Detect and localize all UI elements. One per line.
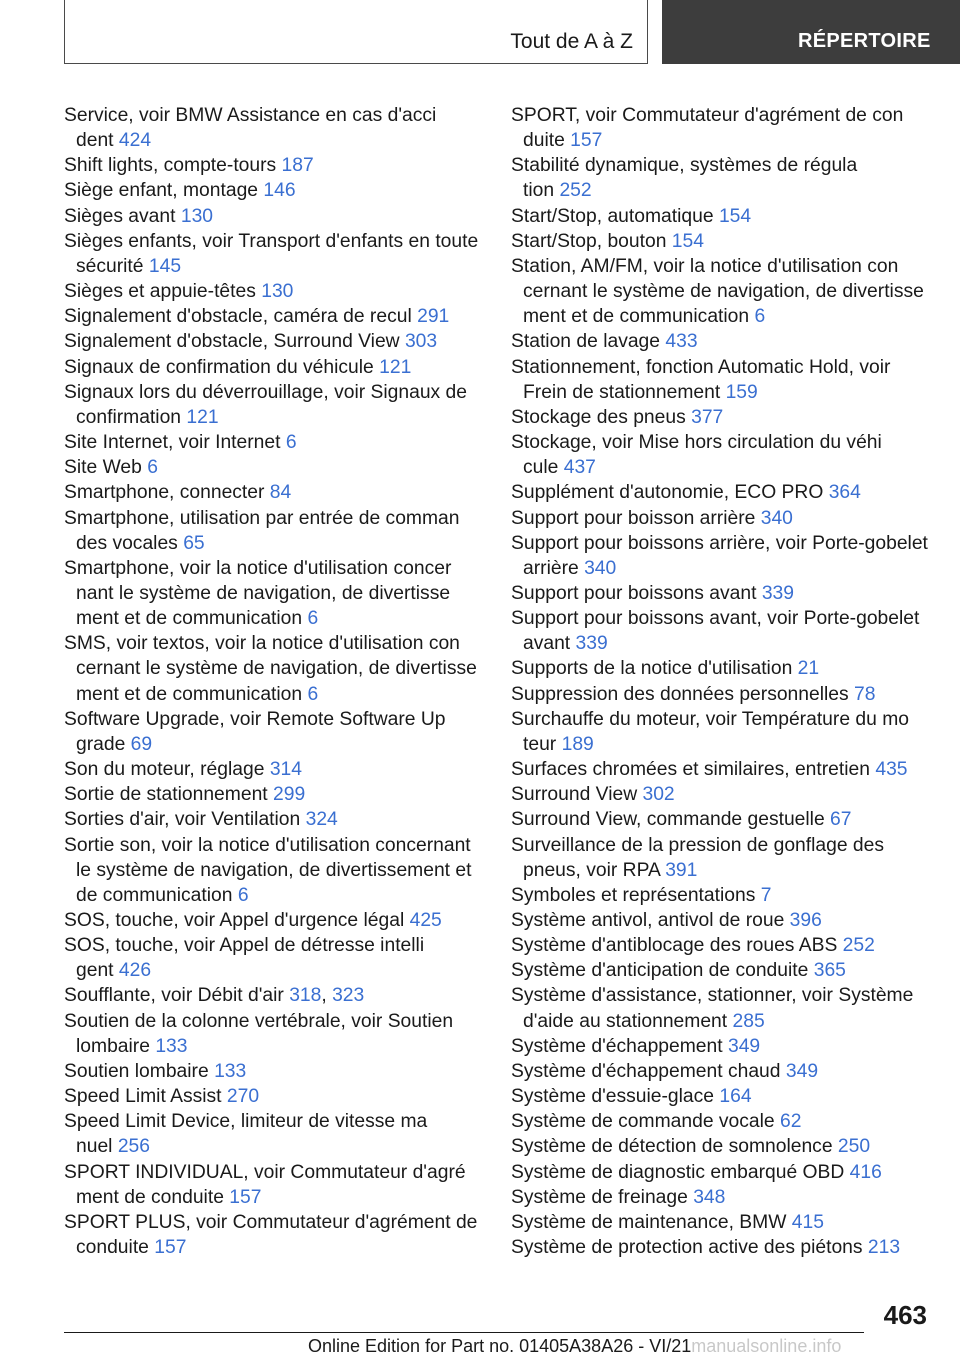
index-entry [64, 1109, 484, 1159]
index-entry [64, 631, 484, 706]
index-entry-text: Système de diagnostic embarqué OBD [511, 1161, 850, 1183]
page-reference-link[interactable]: 256 [117, 1136, 150, 1158]
index-entry-text: nant le système de navigation, de divertisse [76, 582, 451, 604]
page-reference-link[interactable]: 364 [828, 482, 861, 504]
index-entry [511, 807, 941, 832]
index-entry-text: Signalement d'obstacle, caméra de recul [64, 306, 418, 328]
index-entry-text: Smartphone, voir la notice d'utilisation concer [64, 557, 452, 579]
page-reference-link[interactable]: 157 [154, 1237, 187, 1259]
page-reference-link[interactable]: 252 [559, 180, 592, 202]
index-entry-text: Software Upgrade, voir Remote Software Up [64, 708, 446, 730]
index-entry-text: tion [523, 180, 560, 202]
page-reference-link[interactable]: 349 [727, 1035, 761, 1057]
index-entry [511, 229, 941, 254]
page-reference-link[interactable]: 6 [147, 457, 158, 479]
page-reference-link[interactable]: 377 [691, 406, 724, 428]
index-entry [511, 405, 941, 430]
index-entry-text: d'aide au stationnement [523, 1010, 733, 1032]
page-reference-link[interactable]: 424 [118, 130, 152, 152]
index-entry-text: Surround View [511, 784, 643, 806]
index-entry [64, 1009, 484, 1059]
index-entry [64, 707, 484, 757]
page-reference-link[interactable]: 349 [785, 1060, 819, 1082]
index-entry [64, 229, 484, 279]
index-entry-text: Support pour boissons avant [511, 582, 762, 604]
index-entry [511, 430, 941, 480]
index-entry-text: Soutien lombaire [64, 1060, 215, 1082]
page-reference-link[interactable]: 145 [148, 255, 182, 277]
index-entry-text: Surround View, commande gestuelle [511, 809, 831, 831]
page-reference-link[interactable]: 339 [761, 582, 794, 604]
page-reference-link[interactable]: 314 [269, 759, 302, 781]
index-entry-text: Speed Limit Device, limiteur de vitesse ma [64, 1111, 428, 1133]
page-reference-link[interactable]: 303 [404, 331, 438, 353]
page-reference-link[interactable]: 340 [760, 507, 793, 529]
page-reference-link[interactable]: 133 [214, 1060, 247, 1082]
index-entry [511, 833, 941, 883]
index-entry-text: Supports de la notice d'utilisation [511, 658, 798, 680]
index-entry-text: Symboles et représentations [511, 884, 761, 906]
index-entry [64, 1059, 484, 1084]
index-entry-text: Sièges avant [64, 205, 181, 227]
page-reference-link[interactable]: 187 [281, 155, 314, 177]
index-entry-text: Système d'anticipation de conduite [511, 960, 814, 982]
index-entry-text: Soutien de la colonne vertébrale, voir Soutien [64, 1010, 454, 1032]
index-entry [511, 1109, 941, 1134]
index-entry [64, 103, 484, 153]
page-reference-link[interactable]: 252 [842, 935, 875, 957]
index-entry [64, 329, 484, 354]
index-entry-text: de communication [76, 884, 238, 906]
index-entry [511, 581, 941, 606]
page-reference-link[interactable]: 62 [780, 1111, 802, 1133]
index-entry-text: Surfaces chromées et similaires, entretien [511, 759, 876, 781]
index-entry-text: Service, voir BMW Assistance en cas d'acci [64, 105, 437, 126]
index-entry-text: conduite [76, 1237, 155, 1259]
index-entry-text: Système antivol, antivol de roue [511, 910, 790, 931]
index-entry [511, 707, 941, 757]
page-reference-link[interactable]: 21 [797, 658, 820, 680]
index-entry-text: Signaux de confirmation du véhicule [64, 356, 380, 378]
index-entry [64, 757, 484, 782]
index-entry [511, 757, 941, 782]
index-entry-text: Frein de stationnement [523, 381, 726, 403]
index-entry-text: lombaire [76, 1035, 156, 1057]
index-entry [511, 1160, 941, 1185]
index-entry-text: Sièges enfants, voir Transport d'enfants en toute [64, 230, 479, 252]
index-entry [64, 153, 484, 178]
footer-edition: Online Edition for Part no. 01405A38A26 - VI/21 [308, 1336, 692, 1356]
page-reference-link[interactable]: 6 [237, 884, 249, 906]
index-entry [511, 506, 941, 531]
page-number: 463 [883, 1300, 927, 1330]
index-entry [511, 908, 941, 933]
index-entry: Soufflante, voir Débit d'air 318, 323 [64, 985, 365, 1007]
index-entry-text: ment de conduite [76, 1186, 230, 1208]
page-reference-link[interactable]: 299 [273, 784, 306, 806]
index-entry-text: cernant le système de navigation, de divertisse [76, 658, 477, 680]
page-reference-link[interactable]: 323 [332, 985, 365, 1007]
page-reference-link[interactable]: 270 [226, 1086, 260, 1108]
index-entry-text: Station, AM/FM, voir la notice d'utilisation con [511, 255, 899, 277]
chapter-tab[interactable] [662, 0, 960, 64]
index-entry [511, 531, 941, 581]
page-reference-link[interactable]: 302 [642, 784, 675, 806]
page-reference-link[interactable]: 189 [561, 733, 594, 755]
index-entry-text: Signaux lors du déverrouillage, voir Signaux de [64, 381, 468, 403]
index-entry [511, 1210, 941, 1235]
index-entry [511, 1034, 941, 1059]
index-entry-text: Siège enfant, montage [64, 180, 264, 202]
index-entry-text: Sièges et appuie-têtes [64, 281, 262, 303]
page-reference-link[interactable]: 391 [665, 859, 698, 881]
index-entry-text: sécurité [76, 255, 149, 277]
index-entry-text: Smartphone, connecter [64, 482, 270, 504]
index-entry [64, 304, 484, 329]
index-entry-text: SOS, touche, voir Appel d'urgence légal [64, 910, 410, 931]
index-entry [64, 506, 484, 556]
index-entry-text: Stockage, voir Mise hors circulation du véhi [511, 432, 882, 454]
index-entry-text: Système de freinage [511, 1186, 694, 1208]
index-entry-text: grade [76, 733, 131, 755]
index-entry-text: SMS, voir textos, voir la notice d'utilisation con [64, 633, 460, 655]
index-entry-text: Son du moteur, réglage [64, 759, 270, 781]
page-reference-link[interactable]: 157 [229, 1186, 262, 1208]
index-entry-text: Sortie de stationnement [64, 784, 274, 806]
index-entry-text: Soufflante, voir Débit d'air [64, 985, 290, 1007]
index-entry [64, 178, 484, 203]
page-reference-link[interactable]: 121 [186, 406, 219, 428]
index-entry [511, 355, 941, 405]
page-reference-link[interactable]: 146 [263, 180, 296, 202]
index-entry-text: SPORT INDIVIDUAL, voir Commutateur d'agré [64, 1161, 466, 1183]
index-entry [64, 355, 484, 380]
index-entry-text: ment et de communication [76, 683, 308, 705]
index-entry-text: nuel [76, 1136, 118, 1158]
index-entry [511, 958, 941, 983]
page-reference-link[interactable]: 69 [130, 733, 153, 755]
index-entry [511, 1084, 941, 1109]
index-entry-text: Stockage des pneus [511, 406, 692, 428]
index-entry-text: Système de commande vocale [511, 1111, 780, 1133]
index-entry [511, 153, 941, 203]
index-entry-text: cule [523, 457, 564, 479]
index-entry-text: Site Internet, voir Internet [64, 432, 286, 454]
page-reference-link[interactable]: 157 [570, 130, 603, 152]
page-reference-link[interactable]: 425 [409, 910, 442, 931]
index-entry [64, 1210, 484, 1260]
page-reference-link[interactable]: 133 [155, 1035, 188, 1057]
page-reference-link[interactable]: 348 [693, 1186, 726, 1208]
index-entry-text: Système d'assistance, stationner, voir Système [511, 985, 914, 1007]
index-entry [64, 1160, 484, 1210]
index-entry-text: arrière [523, 557, 585, 579]
page-reference-link[interactable]: 78 [854, 683, 876, 705]
footer-divider [64, 1332, 864, 1333]
index-entry [64, 782, 484, 807]
index-entry [511, 606, 941, 656]
index-entry [64, 1084, 484, 1109]
index-entry [64, 279, 484, 304]
index-entry [64, 807, 484, 832]
index-entry-text: Surveillance de la pression de gonflage des [511, 834, 885, 856]
index-entry-text: Shift lights, compte-tours [64, 155, 282, 177]
index-entry [64, 455, 484, 480]
index-entry [64, 908, 484, 933]
index-entry-text: teur [523, 733, 562, 755]
page-reference-link[interactable]: 7 [760, 884, 772, 906]
page-reference-link[interactable]: 340 [584, 557, 617, 579]
page-reference-link[interactable]: 324 [305, 809, 338, 831]
footer-watermark: manualsonline.info [691, 1336, 842, 1356]
page-reference-link[interactable]: 426 [118, 960, 152, 982]
index-entry-text: Speed Limit Assist [64, 1086, 227, 1108]
index-entry-text: duite [523, 130, 571, 152]
index-entry [511, 480, 941, 505]
page-reference-link[interactable]: 213 [867, 1237, 901, 1259]
page-reference-link[interactable]: 164 [719, 1086, 752, 1108]
index-entry-text: Start/Stop, bouton [511, 230, 672, 252]
page-reference-link[interactable]: 318 [289, 985, 322, 1007]
index-entry-text: SOS, touche, voir Appel de détresse intelli [64, 935, 425, 957]
page-reference-link[interactable]: 435 [875, 759, 908, 781]
page-reference-link[interactable]: 396 [789, 910, 822, 931]
index-entry-text: Signalement d'obstacle, Surround View [64, 331, 405, 353]
chapter-tab-label: RÉPERTOIRE [798, 30, 931, 52]
page-reference-link[interactable]: 154 [718, 205, 752, 227]
header-title-box [64, 0, 648, 64]
index-entry [511, 656, 941, 681]
index-entry [64, 833, 484, 908]
index-entry-text: Smartphone, utilisation par entrée de comman [64, 507, 460, 529]
index-entry-text: Stationnement, fonction Automatic Hold, voir [511, 356, 891, 378]
index-entry-text: Station de lavage [511, 331, 666, 353]
index-entry [511, 883, 941, 908]
index-entry [511, 254, 941, 329]
index-entry-text: Système d'échappement chaud [511, 1060, 786, 1082]
index-entry-text: Sortie son, voir la notice d'utilisation concernant [64, 834, 471, 856]
page-reference-link[interactable]: 159 [725, 381, 758, 403]
page-reference-link[interactable]: 437 [563, 457, 596, 479]
index-entry-text: dent [76, 130, 119, 152]
page-reference-link[interactable]: 433 [665, 331, 698, 353]
page-reference-link[interactable]: 65 [183, 532, 205, 554]
index-entry-text: Système d'antiblocage des roues ABS [511, 935, 843, 957]
index-entry [511, 1185, 941, 1210]
page-reference-link[interactable]: 365 [813, 960, 846, 982]
page-reference-link[interactable]: 416 [849, 1161, 882, 1183]
index-entry-text: SPORT, voir Commutateur d'agrément de con [511, 105, 904, 126]
index-entry [64, 204, 484, 229]
page-reference-link[interactable]: 285 [732, 1010, 765, 1032]
index-entry [511, 983, 941, 1033]
index-entry [64, 430, 484, 455]
index-entry-text: Support pour boissons arrière, voir Porte-gobelet [511, 532, 928, 554]
page-reference-link[interactable]: 6 [285, 432, 297, 454]
index-column-left [64, 103, 484, 1260]
page-reference-link[interactable]: 121 [379, 356, 412, 378]
index-entry-text: Système de détection de somnolence [511, 1136, 838, 1158]
index-entry [511, 782, 941, 807]
index-entry-text: le système de navigation, de divertissement et [76, 859, 472, 881]
index-entry [511, 1059, 941, 1084]
page-reference-link[interactable]: 130 [180, 205, 214, 227]
page-reference-link[interactable]: 291 [417, 306, 450, 328]
index-entry-text: pneus, voir RPA [523, 859, 666, 881]
index-entry-text: Surchauffe du moteur, voir Température du mo [511, 708, 909, 730]
index-entry-text: Système de protection active des piétons [511, 1237, 868, 1259]
index-entry [64, 480, 484, 505]
index-entry [64, 556, 484, 631]
index-entry-text: SPORT PLUS, voir Commutateur d'agrément de [64, 1211, 478, 1233]
index-entry-text: Système de maintenance, BMW [511, 1211, 792, 1233]
index-entry-text: Sorties d'air, voir Ventilation [64, 809, 306, 831]
page-reference-link[interactable]: 6 [754, 306, 766, 328]
page-reference-link[interactable]: 250 [837, 1136, 871, 1158]
index-entry-text: Système d'essuie-glace [511, 1086, 720, 1108]
index-entry [511, 103, 941, 153]
index-entry-text: ment et de communication [523, 306, 755, 328]
page-reference-link[interactable]: 6 [307, 608, 319, 630]
index-entry-text: ment et de communication [76, 608, 308, 630]
index-entry-text: avant [523, 633, 576, 655]
footer [308, 1336, 841, 1357]
index-entry [511, 682, 941, 707]
index-entry [511, 933, 941, 958]
index-entry-text: Site Web [64, 457, 148, 479]
page-reference-link[interactable]: 415 [791, 1211, 824, 1233]
index-column-right [511, 103, 941, 1260]
index-entry-text: Supplément d'autonomie, ECO PRO [511, 482, 829, 504]
page-reference-link[interactable]: 67 [830, 809, 852, 831]
page-reference-link[interactable]: 339 [575, 633, 608, 655]
index-entry-text: Support pour boisson arrière [511, 507, 761, 529]
index-entry [511, 329, 941, 354]
index-entry [511, 1235, 941, 1260]
page-reference-link[interactable]: 130 [261, 281, 294, 303]
section-title: Tout de A à Z [510, 30, 633, 53]
index-entry-text: gent [76, 960, 119, 982]
index-entry [64, 380, 484, 430]
index-entry [511, 204, 941, 229]
index-entry-text: cernant le système de navigation, de divertisse [523, 281, 924, 303]
index-entry-text: confirmation [76, 406, 187, 428]
index-entry-text: Stabilité dynamique, systèmes de régula [511, 155, 858, 177]
page-reference-link[interactable]: 84 [269, 482, 292, 504]
index-entry [511, 1134, 941, 1159]
page-reference-link[interactable]: 154 [671, 230, 704, 252]
index-entry [64, 933, 484, 983]
index-entry-text: des vocales [76, 532, 184, 554]
index-entry-text: Suppression des données personnelles [511, 683, 855, 705]
index-entry-text: Start/Stop, automatique [511, 205, 719, 227]
index-entry-text: Système d'échappement [511, 1035, 728, 1057]
page-reference-link[interactable]: 6 [307, 683, 319, 705]
index-entry-text: Support pour boissons avant, voir Porte-gobelet [511, 608, 920, 630]
